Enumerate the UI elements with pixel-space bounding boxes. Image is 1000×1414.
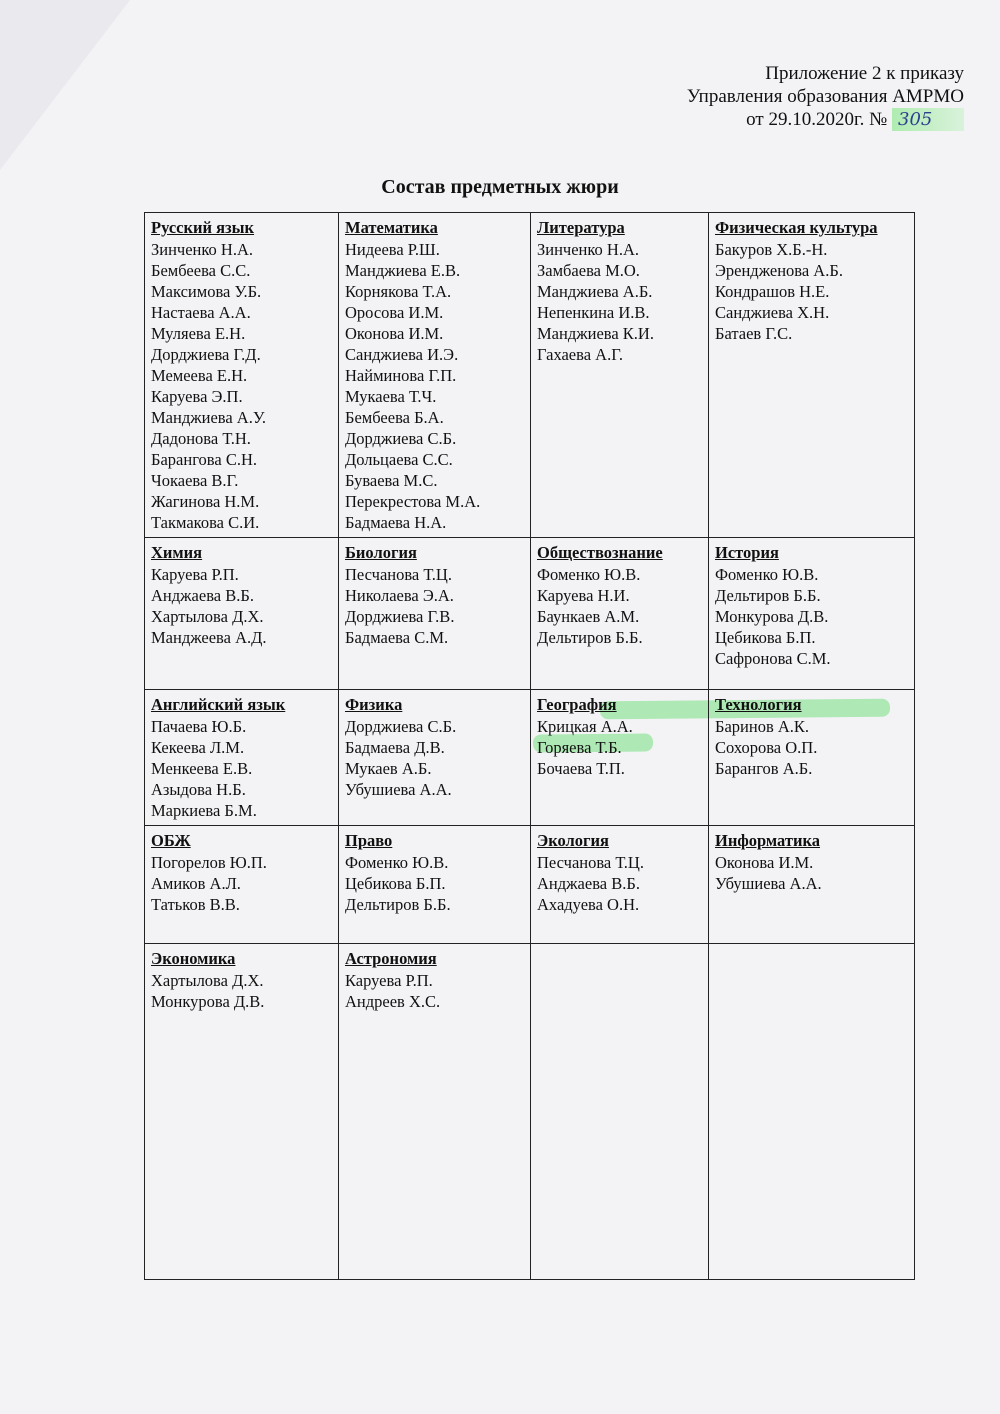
jury-member: Татьков В.В. [151,895,240,914]
jury-member: Оконова И.М. [345,324,444,343]
jury-member: Баринов А.К. [715,717,810,736]
jury-member: Крицкая А.А. [537,717,633,736]
subject-title: География [537,695,617,714]
jury-member: Каруева Р.П. [345,971,433,990]
jury-member: Баункаев А.М. [537,607,640,626]
jury-member: Чокаева В.Г. [151,471,239,490]
jury-cell [531,690,709,826]
jury-member: Песчанова Т.Ц. [345,565,452,584]
jury-cell [339,944,531,1280]
jury-member: Дорджиева С.Б. [345,717,457,736]
jury-member: Манджиева К.И. [537,324,654,343]
subject-title: Технология [715,695,802,714]
jury-member: Ахадуева О.Н. [537,895,640,914]
jury-member: Амиков А.Л. [151,874,241,893]
jury-member: Маркиева Б.М. [151,801,257,820]
jury-member: Бембеева Б.А. [345,408,444,427]
jury-member: Бембеева С.С. [151,261,251,280]
jury-member: Анджаева В.Б. [151,586,254,605]
jury-cell [531,213,709,538]
jury-member: Бадмаева Д.В. [345,738,445,757]
subject-title: Русский язык [151,218,255,237]
jury-cell [531,538,709,690]
jury-member: Сохорова О.П. [715,738,818,757]
subject-title: История [715,543,779,562]
jury-member: Каруева Р.П. [151,565,239,584]
subject-title: Обществознание [537,543,663,562]
subject-title: Английский язык [151,695,286,714]
jury-member: Николаева Э.А. [345,586,454,605]
jury-member: Анджаева В.Б. [537,874,640,893]
jury-member: Монкурова Д.В. [151,992,265,1011]
jury-member: Хартылова Д.Х. [151,971,264,990]
jury-member: Убушиева А.А. [345,780,452,799]
jury-cell [145,944,339,1280]
jury-member: Бакуров Х.Б.-Н. [715,240,828,259]
jury-cell [339,690,531,826]
jury-member: Мукаева Т.Ч. [345,387,437,406]
jury-member: Нидеева Р.Ш. [345,240,440,259]
jury-member: Барангов А.Б. [715,759,813,778]
jury-member: Песчанова Т.Ц. [537,853,644,872]
jury-cell [145,538,339,690]
jury-member: Гахаева А.Г. [537,345,623,364]
jury-member: Каруева Н.И. [537,586,630,605]
jury-member: Дельтиров Б.Б. [715,586,821,605]
jury-member: Оконова И.М. [715,853,814,872]
jury-cell [709,944,915,1280]
subject-title: Экология [537,831,609,850]
jury-member: Фоменко Ю.В. [715,565,819,584]
subject-title: Физика [345,695,403,714]
subject-title: Математика [345,218,438,237]
subject-title: Право [345,831,393,850]
jury-member: Дельтиров Б.Б. [345,895,451,914]
jury-member: Дельтиров Б.Б. [537,628,643,647]
jury-member: Эрендженова А.Б. [715,261,843,280]
jury-member: Бочаева Т.П. [537,759,625,778]
jury-member: Дорджиева Г.Д. [151,345,261,364]
jury-member: Бадмаева С.М. [345,628,449,647]
jury-member: Погорелов Ю.П. [151,853,267,872]
jury-member: Перекрестова М.А. [345,492,481,511]
header-line-2: Управления образования АМРМО [686,86,964,107]
jury-member: Непенкина И.В. [537,303,650,322]
jury-member: Настаева А.А. [151,303,251,322]
jury-member: Кекеева Л.М. [151,738,245,757]
jury-member: Манджиева А.Б. [537,282,653,301]
jury-member: Цебикова Б.П. [345,874,446,893]
jury-member: Андреев Х.С. [345,992,441,1011]
jury-cell [709,538,915,690]
jury-member: Дорджиева Г.В. [345,607,455,626]
jury-member: Сафронова С.М. [715,649,831,668]
jury-member: Барангова С.Н. [151,450,258,469]
subject-title: Экономика [151,949,236,968]
jury-member: Фоменко Ю.В. [345,853,449,872]
jury-member: Манджеева А.Д. [151,628,267,647]
jury-member: Манджиева Е.В. [345,261,461,280]
jury-member: Мукаев А.Б. [345,759,432,778]
jury-cell [339,213,531,538]
jury-member: Зинченко Н.А. [537,240,640,259]
jury-member: Мемеева Е.Н. [151,366,248,385]
header-line-3 [687,108,964,131]
subject-title: Астрономия [345,949,437,968]
jury-member: Азыдова Н.Б. [151,780,246,799]
jury-member: Батаев Г.С. [715,324,793,343]
folded-corner [0,0,130,170]
jury-member: Горяева Т.Б. [537,738,622,757]
jury-member: Санджиева И.Э. [345,345,459,364]
jury-member: Менкеева Е.В. [151,759,253,778]
jury-cell [531,826,709,944]
header-line-1: Приложение 2 к приказу [765,63,964,84]
jury-member: Замбаева М.О. [537,261,640,280]
subject-title: ОБЖ [151,831,191,850]
jury-member: Каруева Э.П. [151,387,243,406]
jury-cell [145,213,339,538]
jury-member: Хартылова Д.Х. [151,607,264,626]
jury-cell [709,213,915,538]
jury-member: Кондрашов Н.Е. [715,282,830,301]
jury-member: Санджиева Х.Н. [715,303,830,322]
subject-title: Химия [151,543,203,562]
jury-row [145,213,915,538]
jury-row [145,944,915,1280]
appendix-header [687,62,964,131]
jury-member: Убушиева А.А. [715,874,822,893]
jury-cell [339,538,531,690]
jury-member: Дольцаева С.С. [345,450,453,469]
jury-member: Монкурова Д.В. [715,607,829,626]
jury-member: Цебикова Б.П. [715,628,816,647]
jury-member: Оросова И.М. [345,303,444,322]
jury-row [145,538,915,690]
jury-member: Корнякова Т.А. [345,282,452,301]
jury-member: Буваева М.С. [345,471,438,490]
jury-table [144,212,915,1280]
jury-member: Максимова У.Б. [151,282,262,301]
jury-member: Жагинова Н.М. [151,492,260,511]
subject-title: Литература [537,218,625,237]
subject-title: Физическая культура [715,218,878,237]
jury-member: Пачаева Ю.Б. [151,717,247,736]
page-title: Состав предметных жюри [381,176,619,198]
jury-member: Манджиева А.У. [151,408,266,427]
jury-member: Зинченко Н.А. [151,240,254,259]
jury-cell [531,944,709,1280]
jury-row [145,690,915,826]
handwritten-order-number: 305 [892,108,964,131]
jury-cell [709,690,915,826]
jury-cell [339,826,531,944]
jury-member: Бадмаева Н.А. [345,513,447,532]
subject-title: Информатика [715,831,821,850]
jury-cell [145,690,339,826]
jury-cell [709,826,915,944]
jury-member: Фоменко Ю.В. [537,565,641,584]
header-date: от 29.10.2020г. № [746,109,888,130]
jury-member: Дорджиева С.Б. [345,429,457,448]
jury-cell [145,826,339,944]
jury-member: Муляева Е.Н. [151,324,246,343]
jury-row [145,826,915,944]
jury-member: Дадонова Т.Н. [151,429,251,448]
jury-member: Найминова Г.П. [345,366,457,385]
subject-title: Биология [345,543,417,562]
jury-member: Такмакова С.И. [151,513,260,532]
